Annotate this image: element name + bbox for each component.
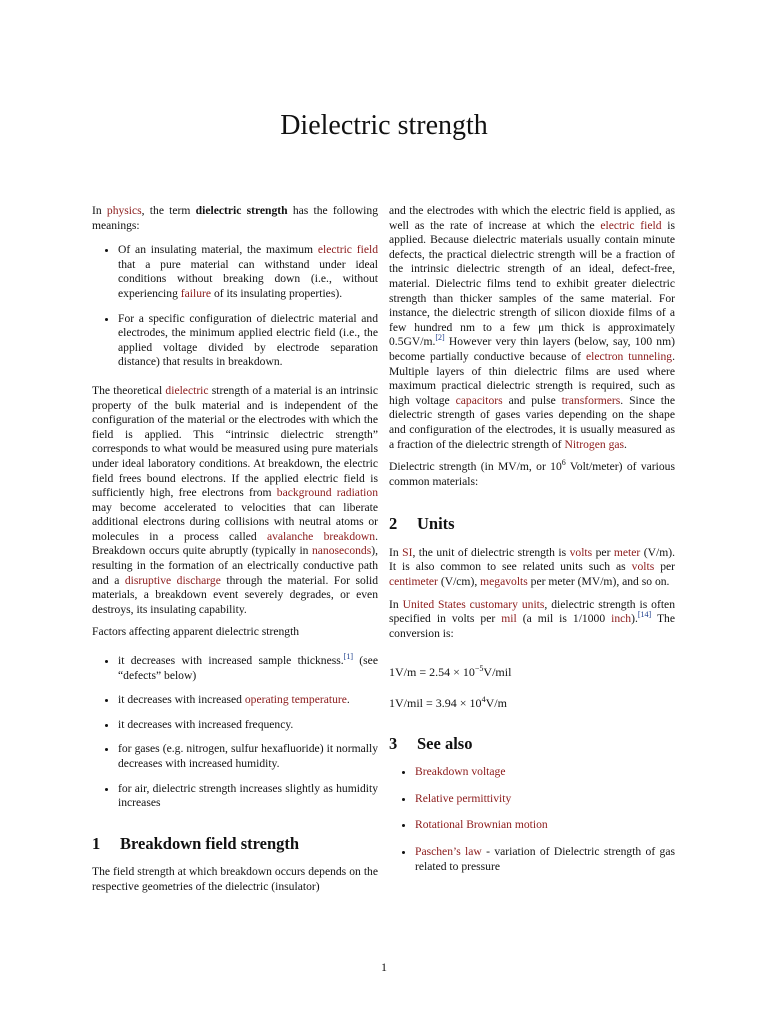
citation-2[interactable]: [2] (435, 333, 445, 343)
list-item: • Paschen’s law - variation of Dielectric strength of gas related to pressure (415, 845, 675, 874)
list-item: • for gases (e.g. nitrogen, sulfur hexafluoride) it normally decreases with increased humidity. (118, 742, 378, 771)
page-number: 1 (381, 960, 387, 974)
list-item: • it decreases with increased sample thickness.[1] (see “defects” below) (118, 654, 378, 683)
left-column (92, 204, 378, 903)
link-mil[interactable]: mil (501, 612, 517, 626)
link-si[interactable]: SI (402, 545, 413, 559)
page-title: Dielectric strength (280, 110, 488, 141)
link-capacitors[interactable]: capacitors (455, 393, 503, 407)
link-volts[interactable]: volts (569, 545, 593, 559)
list-item: • For a specific configuration of dielectric material and electrodes, the minimum applied electric field (i.e., the applied voltage divided by electrode separation distance) that results in breakdown. (118, 312, 378, 370)
link-us-customary-units[interactable]: United States customary units (402, 597, 545, 611)
link-rotational-brownian-motion[interactable]: Rotational Brownian motion (415, 818, 548, 832)
term-bold: dielectric strength (195, 204, 288, 217)
theory-paragraph: The theoretical dielectric strength of a material is an intrinsic property of the bulk material and is independent of the configuration of the material or the electrodes with which the field is applied. This “intrinsic dielectric strength” corresponds to what would be measured using pure materials under ideal laboratory conditions. At breakdown, the electric field frees bound electrons. If the applied electric field is sufficiently high, free electrons from background radiation may become accelerated to velocities that can liberate additional electrons during collisions with neutral atoms or molecules in a process called avalanche breakdown. Breakdown occurs quite abruptly (typically in nanoseconds), resulting in the formation of an electrically conductive path and a disruptive discharge through the material. For solid materials, a breakdown event severely degrades, or even destroys, its insulating capability. (92, 383, 378, 616)
link-transformers[interactable]: transformers (561, 393, 621, 407)
customary-units-paragraph: In United States customary units, dielectric strength is often specified in volts per mil (a mil is 1/1000 inch).[14] The conversion is: (389, 597, 676, 640)
intro-paragraph: In physics, the term dielectric strength has the following meanings: (92, 204, 378, 232)
equation-vm-to-vmil: $1V/m = 2.54 \times 10^{-5}V$/mil (389, 664, 512, 680)
list-item: • for air, dielectric strength increases slightly as humidity increases (118, 782, 378, 811)
list-item: • Of an insulating material, the maximum electric field that a pure material can withstand under ideal conditions without breaking down (i.e., without experiencing failure of its insulating properties). (118, 243, 378, 301)
list-item (415, 792, 675, 807)
link-nitrogen-gas[interactable]: Nitrogen gas (564, 437, 625, 451)
factors-list (92, 654, 378, 811)
list-item: • it decreases with increased frequency. (118, 718, 378, 733)
section-heading-breakdown: 1 Breakdown field strength (92, 833, 300, 853)
link-electric-field-2[interactable]: electric field (600, 218, 662, 232)
link-failure[interactable]: failure (180, 286, 212, 300)
see-also-list (389, 765, 675, 874)
link-breakdown-voltage[interactable]: Breakdown voltage (415, 765, 506, 779)
meanings-list (92, 243, 378, 370)
link-relative-permittivity[interactable]: Relative permittivity (415, 791, 512, 805)
link-background-radiation[interactable]: background radiation (276, 486, 378, 500)
right-column (389, 204, 675, 884)
link-inch[interactable]: inch (611, 612, 632, 626)
equation-vmil-to-vm: $1V/mil = 3.94 \times 10^4V/m$ (389, 695, 507, 711)
link-megavolts[interactable]: megavolts (480, 575, 528, 589)
link-paschens-law[interactable]: Paschen’s law (415, 845, 482, 858)
section-heading-units: 2 Units (389, 514, 455, 534)
link-physics[interactable]: physics (106, 204, 142, 217)
section-heading-see-also: 3 See also (389, 733, 473, 753)
link-avalanche-breakdown[interactable]: avalanche breakdown (266, 529, 376, 543)
units-paragraph: In SI, the unit of dielectric strength is volts per meter (V/m). It is also common to see related units such as volts per centimeter (V/cm), megavolts per meter (MV/m), and so on. (389, 545, 675, 589)
link-electron-tunneling[interactable]: electron tunneling (585, 349, 673, 363)
list-item (415, 765, 675, 780)
units-intro: Dielectric strength (in MV/m, or $10^6$ Volt/meter) of various common materials: (389, 458, 675, 488)
link-operating-temperature[interactable]: operating temperature (244, 693, 347, 707)
factors-heading: Factors affecting apparent dielectric strength (92, 625, 300, 639)
link-disruptive-discharge[interactable]: disruptive discharge (124, 573, 221, 587)
link-volts-2[interactable]: volts (631, 560, 655, 574)
link-dielectric[interactable]: dielectric (165, 383, 209, 397)
link-nanoseconds[interactable]: nanoseconds (311, 544, 372, 558)
citation-1[interactable]: [1] (343, 652, 353, 662)
list-item: • it decreases with increased operating temperature. (118, 693, 378, 708)
list-item (415, 818, 675, 833)
link-electric-field[interactable]: electric field (317, 243, 378, 257)
link-centimeter[interactable]: centimeter (389, 575, 438, 589)
continued-paragraph: and the electrodes with which the electric field is applied, as well as the rate of increase at which the electric field is applied. Because dielectric materials usually contain minute defects, the practical dielectric strength will be a fraction of the intrinsic dielectric strength of an ideal, defect-free, material. Dielectric films tend to exhibit greater dielectric strength than thicker samples of the same material. For instance, the dielectric strength of silicon dioxide films of a few hundred nm to a few μm thick is approximately 0.5GV/m.[2] However very thin layers (below, say, 100 nm) become partially conductive because of electron tunneling. Multiple layers of thin dielectric films are used where maximum practical dielectric strength is required, such as high voltage capacitors and pulse transformers. Since the dielectric strength of gases varies depending on the shape and configuration of the electrodes, it is usually measured as a fraction of the dielectric strength of Nitrogen gas. (389, 204, 675, 451)
citation-14[interactable]: [14] (637, 610, 652, 620)
breakdown-paragraph: The field strength at which breakdown occurs depends on the respective geometries of the dielectric (insulator) (92, 865, 378, 893)
link-meter[interactable]: meter (613, 545, 641, 559)
